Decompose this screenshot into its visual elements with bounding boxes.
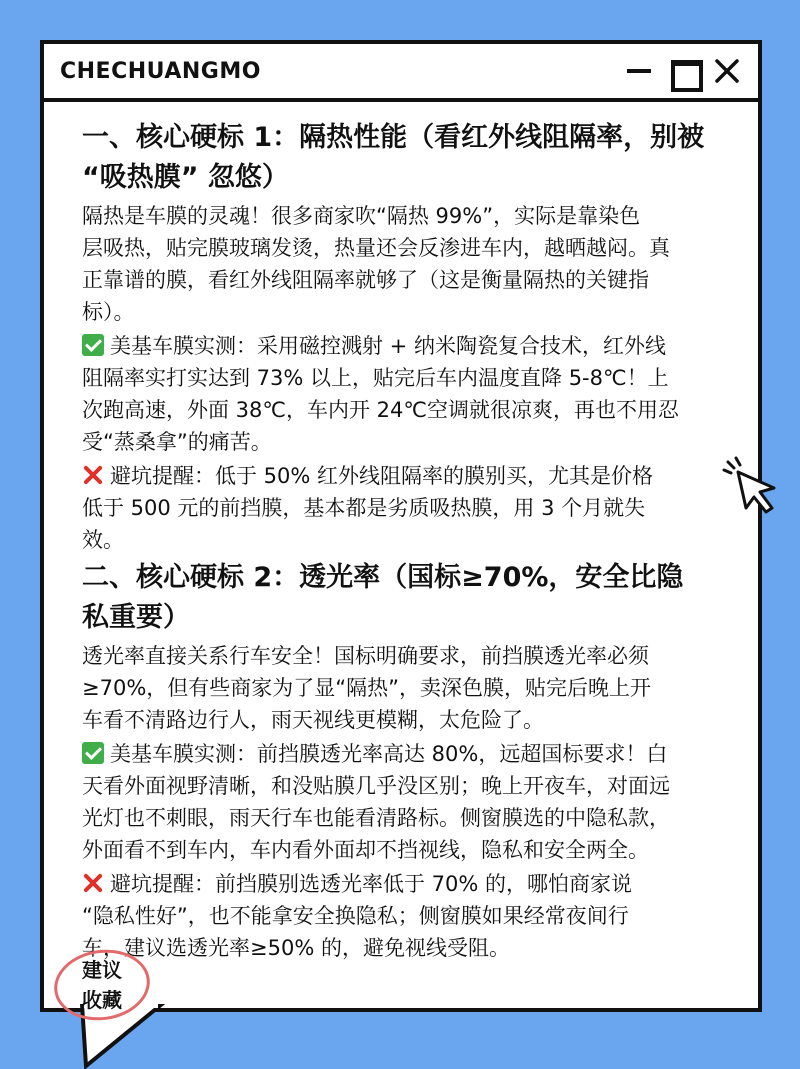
- favorite-stamp: 建议 收藏: [82, 958, 122, 1012]
- close-icon[interactable]: [712, 54, 742, 88]
- check-mark-icon: [82, 334, 104, 356]
- section-2-heading: 二、核心硬标 2：透光率（国标≥70%，安全比隐 私重要）: [82, 562, 684, 633]
- section-2-test-result: 美基车膜实测：前挡膜透光率高达 80%，远超国标要求！白 天看外面视野清晰，和没贴膜几乎没区别；晚上开夜车，对面远 光灯也不刺眼，雨天行车也能看清路标。侧窗膜选的中隐私款， 外面看不到车内，车内看外面却不挡视线，隐私和安全两全。: [82, 742, 670, 862]
- section-1-test-result: 美基车膜实测：采用磁控溅射 + 纳米陶瓷复合技术，红外线 阻隔率实打实达到 73% 以上，贴完后车内温度直降 5-8℃！上 次跑高速，外面 38℃，车内开 24℃空调就很凉爽，再也不用忍 受“蒸桑拿”的痛苦。: [82, 334, 679, 454]
- article-content: [82, 116, 744, 964]
- section-2-warning: 避坑提醒：前挡膜别选透光率低于 70% 的，哪怕商家说 “隐私性好”，也不能拿安全换隐私；侧窗膜如果经常夜间行 车，建议选透光率≥50% 的，避免视线受阻。: [82, 872, 633, 960]
- section-1-intro: 隔热是车膜的灵魂！很多商家吹“隔热 99%”，实际是靠染色 层吸热，贴完膜玻璃发烫，热量还会反渗进车内，越晒越闷。真 正靠谱的膜，看红外线阻隔率就够了（这是衡量隔热的关键指 标）。: [82, 204, 670, 324]
- maximize-icon[interactable]: [668, 54, 698, 88]
- section-1-warning: 避坑提醒：低于 50% 红外线阻隔率的膜别买，尤其是价格 低于 500 元的前挡膜，基本都是劣质吸热膜，用 3 个月就失 效。: [82, 464, 654, 552]
- window-title: CHECHUANGMO: [60, 58, 261, 84]
- cursor-arrow-icon: [722, 456, 782, 518]
- window-frame: [40, 40, 762, 1012]
- section-1-heading: 一、核心硬标 1：隔热性能（看红外线阻隔率，别被 “吸热膜” 忽悠）: [82, 122, 705, 193]
- window-controls: [624, 54, 742, 88]
- cross-mark-icon: [82, 872, 104, 894]
- check-mark-icon: [82, 742, 104, 764]
- title-bar[interactable]: [44, 44, 758, 102]
- section-2-intro: 透光率直接关系行车安全！国标明确要求，前挡膜透光率必须 ≥70%，但有些商家为了显“隔热”，卖深色膜，贴完后晚上开 车看不清路边行人，雨天视线更模糊，太危险了。: [82, 644, 652, 732]
- cross-mark-icon: [82, 464, 104, 486]
- minimize-icon[interactable]: [624, 54, 654, 88]
